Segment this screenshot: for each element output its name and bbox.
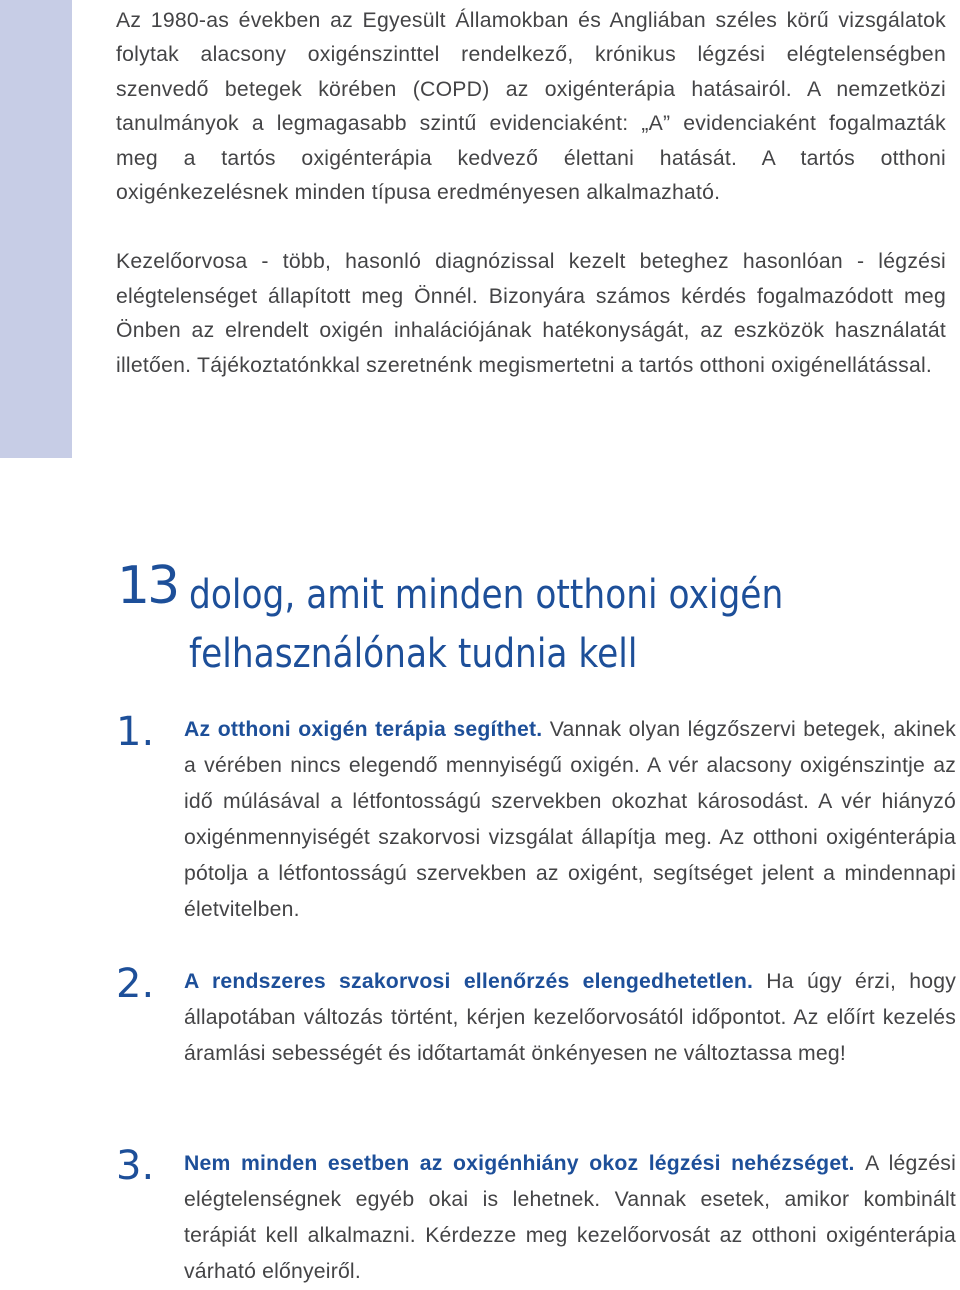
item-title: Nem minden esetben az oxigénhiány okoz légzési nehézséget.	[184, 1152, 866, 1175]
item-title: A rendszeres szakorvosi ellenőrzés elengedhetetlen.	[184, 970, 767, 993]
heading-line-2: felhasználónak tudnia kell	[189, 631, 638, 677]
item-text: Ha úgy érzi, hogy állapotában változás történt, kérjen kezelőorvosától időpontot. Az előírt kezelés áramlási sebességét és időtartamát önkényesen ne változtassa meg!	[184, 970, 957, 1065]
item-body	[184, 712, 956, 928]
intro-paragraph-2: Kezelőorvosa - több, hasonló diagnózissal kezelt beteghez hasonlóan - légzési elégtelenséget állapított meg Önnél. Bizonyára számos kérdés fogalmazódott meg Önben az elrendelt oxigén inhalációjának hatékonyságát, az eszközök használatát illetően. Tájékoztatónkkal szeretnénk megismertetni a tartós otthoni oxigénellátással.	[116, 250, 946, 377]
heading-text	[189, 566, 825, 684]
item-body	[184, 964, 956, 1072]
item-number: 3.	[116, 1143, 155, 1189]
item-number: 1.	[116, 709, 155, 755]
item-text: A légzési elégtelenségnek egyéb okai is lehetnek. Vannak esetek, amikor kombinált terápiát kell alkalmazni. Kérdezze meg kezelőorvosát az otthoni oxigénterápia várható előnyeiről.	[184, 1152, 956, 1283]
item-title: Az otthoni oxigén terápia segíthet.	[184, 718, 550, 741]
heading-line-1: dolog, amit minden otthoni oxigén	[189, 572, 784, 618]
item-text: Vannak olyan légzőszervi betegek, akinek a vérében nincs elegendő mennyiségű oxigén. A vér alacsony oxigénszintje az idő múlásával a létfontosságú szervekben okozhat károsodást. A vér hiányzó oxigénmennyiségét szakorvosi vizsgálat állapítja meg. Az otthoni oxigénterápia pótolja a létfontosságú szervekben az oxigént, segítséget jelent a mindennapi életvitelben.	[184, 718, 956, 921]
intro-paragraph-1: Az 1980-as években az Egyesült Államokban és Angliában széles körű vizsgálatok folytak alacsony oxigénszinttel rendelkező, krónikus légzési elégtelenségben szenvedő betegek körében (COPD) az oxigénterápia hatásairól. A nemzetközi tanulmányok a legmagasabb szintű evidenciaként: „A” evidenciaként fogalmazták meg a tartós oxigénterápia kedvező élettani hatását. A tartós otthoni oxigénkezelésnek minden típusa eredményesen alkalmazható.	[116, 9, 946, 205]
decorative-side-bar	[0, 0, 72, 458]
item-number: 2.	[116, 961, 155, 1007]
intro-section	[116, 4, 946, 383]
heading-number: 13	[117, 556, 178, 616]
item-body	[184, 1146, 956, 1290]
